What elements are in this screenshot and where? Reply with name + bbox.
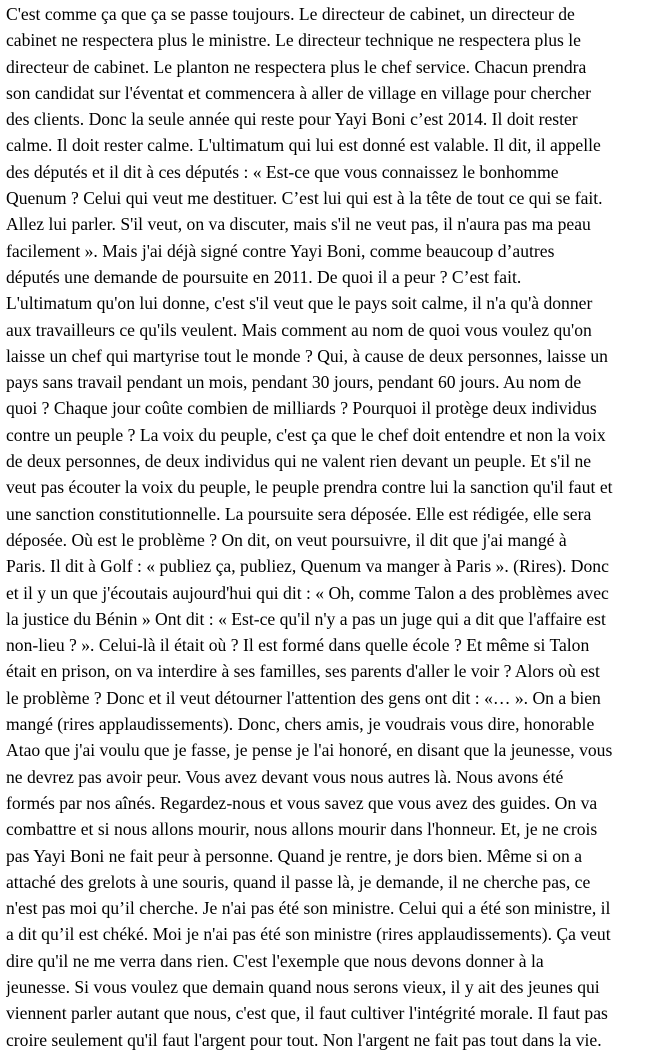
text-line: son candidat sur l'éventat et commencera à aller de village en village pour chercher [6,82,591,103]
text-line: aux travailleurs ce qu'ils veulent. Mais comment au nom de quoi vous voulez qu'on [6,319,592,340]
text-line: laisse un chef qui martyrise tout le monde ? Qui, à cause de deux personnes, laisse un [6,345,608,366]
text-line: pays sans travail pendant un mois, pendant 30 jours, pendant 60 jours. Au nom de [6,372,582,393]
text-line: dire qu'il ne me verra dans rien. C'est l'exemple que nous devons donner à la [6,950,544,971]
text-line: facilement ». Mais j'ai déjà signé contre Yayi Boni, comme beaucoup d’autres [6,240,555,261]
text-line: pas Yayi Boni ne fait peur à personne. Quand je rentre, je dors bien. Même si on a [6,845,583,866]
text-line: n'est pas moi qu’il cherche. Je n'ai pas été son ministre. Celui qui a été son ministre, il [6,898,611,919]
text-line: L'ultimatum qu'on lui donne, c'est s'il veut que le pays soit calme, il n'a qu'à donner [6,293,593,314]
body-text [6,1,644,1053]
text-line: jeunesse. Si vous voulez que demain quand nous serons vieux, il y ait des jeunes qui [6,976,600,997]
text-line: calme. Il doit rester calme. L'ultimatum qui lui est donné est valable. Il dit, il appelle [6,135,601,156]
text-line: cabinet ne respectera plus le ministre. Le directeur technique ne respectera plus le [6,30,581,51]
text-line: quoi ? Chaque jour coûte combien de milliards ? Pourquoi il protège deux individus [6,398,597,419]
text-line: non-lieu ? ». Celui-là il était où ? Il est formé dans quelle école ? Et même si Talon [6,635,590,656]
text-line: Quenum ? Celui qui veut me destituer. C’est lui qui est à la tête de tout ce qui se fait. [6,188,603,209]
text-line: C'est comme ça que ça se passe toujours. Le directeur de cabinet, un directeur de [6,4,575,24]
text-line: de deux personnes, de deux individus qui ne valent rien devant un peuple. Et s'il ne [6,451,592,472]
text-line: veut pas écouter la voix du peuple, le peuple prendra contre lui la sanction qu'il faut et [6,477,613,498]
text-line: une sanction constitutionnelle. La poursuite sera déposée. Elle est rédigée, elle sera [6,503,592,524]
text-line: ne devrez pas avoir peur. Vous avez devant vous nous autres là. Nous avons été [6,766,564,787]
text-line: Paris. Il dit à Golf : « publiez ça, publiez, Quenum va manger à Paris ». (Rires). Donc [6,556,609,577]
text-line: formés par nos aînés. Regardez-nous et vous savez que vous avez des guides. On va [6,792,598,813]
text-line: viennent parler autant que nous, c'est que, il faut cultiver l'intégrité morale. Il faut pas [6,1003,608,1024]
text-line: et il y un que j'écoutais aujourd'hui qui dit : « Oh, comme Talon a des problèmes avec [6,582,609,603]
text-line: était en prison, on va interdire à ses familles, ses parents d'aller le voir ? Alors où est [6,661,600,682]
text-line: des députés et il dit à ces députés : « Est-ce que vous connaissez le bonhomme [6,161,559,182]
text-line: Atao que j'ai voulu que je fasse, je pense je l'ai honoré, en disant que la jeunesse, vous [6,740,613,761]
text-line: Allez lui parler. S'il veut, on va discuter, mais s'il ne veut pas, il n'aura pas ma peau [6,214,591,235]
text-line: a dit qu’il est chéké. Moi je n'ai pas été son ministre (rires applaudissements). Ça veut [6,924,611,945]
text-line: la justice du Bénin » Ont dit : « Est-ce qu'il n'y a pas un juge qui a dit que l'affaire est [6,608,606,629]
text-line: députés une demande de poursuite en 2011. De quoi il a peur ? C’est fait. [6,266,522,287]
text-line: croire seulement qu'il faut l'argent pour tout. Non l'argent ne fait pas tout dans la vie. [6,1029,602,1050]
text-line: déposée. Où est le problème ? On dit, on veut poursuivre, il dit que j'ai mangé à [6,529,567,550]
text-line: le problème ? Donc et il veut détourner l'attention des gens ont dit : «… ». On a bien [6,687,601,708]
text-line: directeur de cabinet. Le planton ne respectera plus le chef service. Chacun prendra [6,56,587,77]
text-line: mangé (rires applaudissements). Donc, chers amis, je voudrais vous dire, honorable [6,714,595,735]
text-line: attaché des grelots à une souris, quand il passe là, je demande, il ne cherche pas, ce [6,871,591,892]
text-line: combattre et si nous allons mourir, nous allons mourir dans l'honneur. Et, je ne crois [6,819,598,840]
text-line: des clients. Donc la seule année qui reste pour Yayi Boni c’est 2014. Il doit rester [6,109,578,130]
text-line: contre un peuple ? La voix du peuple, c'est ça que le chef doit entendre et non la voix [6,424,606,445]
